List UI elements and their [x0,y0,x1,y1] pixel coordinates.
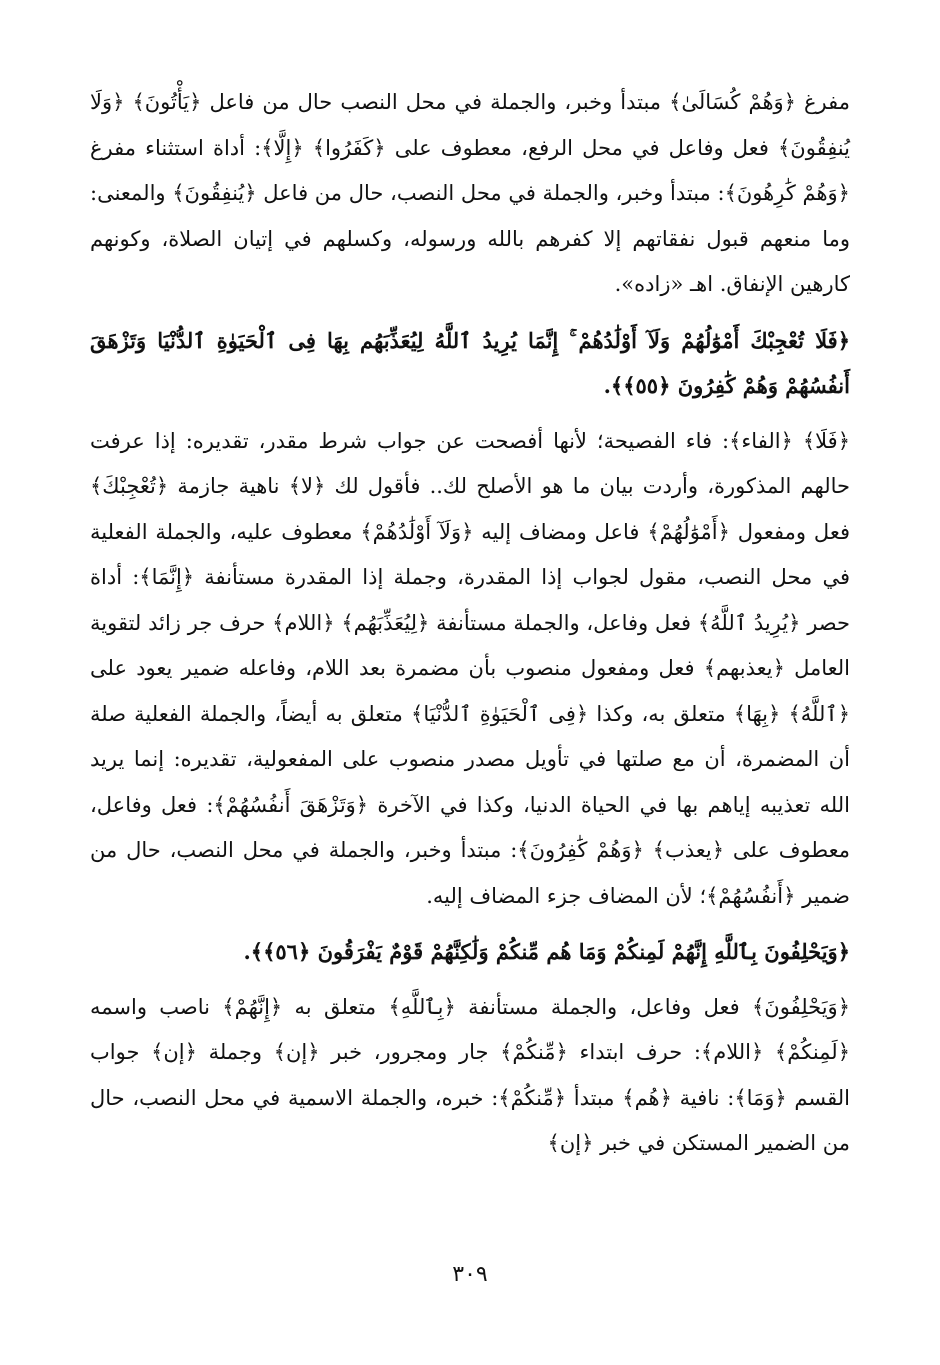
page-body [90,80,850,1177]
verse-56: ﴿وَيَحْلِفُونَ بِٱللَّهِ إِنَّهُمْ لَمِنكُمْ وَمَا هُم مِّنكُمْ وَلَٰكِنَّهُمْ قَوْمٌ يَفْرَقُونَ ﴿٥٦﴾﴾. [243,939,850,964]
paragraph-parsing-verse-56: ﴿وَيَحْلِفُونَ﴾ فعل وفاعل، والجملة مستأنفة ﴿بِٱللَّهِ﴾ متعلق به ﴿إِنَّهُمْ﴾ ناصب واسمه ﴿لَمِنكُمْ﴾ ﴿اللام﴾: حرف ابتداء ﴿مِّنكُمْ﴾ جار ومجرور، خبر ﴿إن﴾ وجملة ﴿إن﴾ جواب القسم ﴿وَمَا﴾: نافية ﴿هُم﴾ مبتدأ ﴿مِّنكُمْ﴾: خبره، والجملة الاسمية في محل النصب، حال من الضمير المستكن في خبر ﴿إن﴾ [90,994,850,1155]
paragraph-parsing-continued: مفرغ ﴿وَهُمْ كُسَالَىٰ﴾ مبتدأ وخبر، والجملة في محل النصب حال من فاعل ﴿يَأْتُونَ﴾ ﴿وَلَا يُنفِقُونَ﴾ فعل وفاعل في محل الرفع، معطوف على ﴿كَفَرُوا﴾ ﴿إِلَّا﴾: أداة استثناء مفرغ ﴿وَهُمْ كَٰرِهُونَ﴾: مبتدأ وخبر، والجملة في محل النصب، حال من فاعل ﴿يُنفِقُونَ﴾ والمعنى: وما منعهم قبول نفقاتهم إلا كفرهم بالله ورسوله، وكسلهم في إتيان الصلاة، وكونهم كارهين الإنفاق. اهـ «زاده». [90,90,850,296]
paragraph-parsing-verse-55: ﴿فَلَا﴾ ﴿الفاء﴾: فاء الفصيحة؛ لأنها أفصحت عن جواب شرط مقدر، تقديره: إذا عرفت حالهم المذكورة، وأردت بيان ما هو الأصلح لك.. فأقول لك ﴿لا﴾ ناهية جازمة ﴿تُعْجِبْكَ﴾ فعل ومفعول ﴿أَمْوَٰلُهُمْ﴾ فاعل ومضاف إليه ﴿وَلَآ أَوْلَٰدُهُمْ﴾ معطوف عليه، والجملة الفعلية في محل النصب، مقول لجواب إذا المقدرة، وجملة إذا المقدرة مستأنفة ﴿إِنَّمَا﴾: أداة حصر ﴿يُرِيدُ ٱللَّهُ﴾ فعل وفاعل، والجملة مستأنفة ﴿لِيُعَذِّبَهُم﴾ ﴿اللام﴾ حرف جر زائد لتقوية العامل ﴿يعذبهم﴾ فعل ومفعول منصوب بأن مضمرة بعد اللام، وفاعله ضمير يعود على ﴿ٱللَّهُ﴾ ﴿بِهَا﴾ متعلق به، وكذا ﴿فِى ٱلْحَيَوٰةِ ٱلدُّنْيَا﴾ متعلق به أيضاً، والجملة الفعلية صلة أن المضمرة، أن مع صلتها في تأويل مصدر منصوب على المفعولية، تقديره: إنما يريد الله تعذيبه إياهم بها في الحياة الدنيا، وكذا في الآخرة ﴿وَتَزْهَقَ أَنفُسُهُمْ﴾: فعل وفاعل، معطوف على ﴿يعذب﴾ ﴿وَهُمْ كَٰفِرُونَ﴾: مبتدأ وخبر، والجملة في محل النصب، حال من ضمير ﴿أَنفُسُهُمْ﴾؛ لأن المضاف جزء المضاف إليه. [90,428,850,908]
verse-55: ﴿فَلَا تُعْجِبْكَ أَمْوَٰلُهُمْ وَلَآ أَوْلَٰدُهُمْ ۚ إِنَّمَا يُرِيدُ ٱللَّهُ لِيُعَذِّبَهُم بِهَا فِى ٱلْحَيَوٰةِ ٱلدُّنْيَا وَتَزْهَقَ أَنفُسُهُمْ وَهُمْ كَٰفِرُونَ ﴿٥٥﴾﴾. [90,327,850,398]
page-number: ٣٠٩ [452,1262,488,1287]
